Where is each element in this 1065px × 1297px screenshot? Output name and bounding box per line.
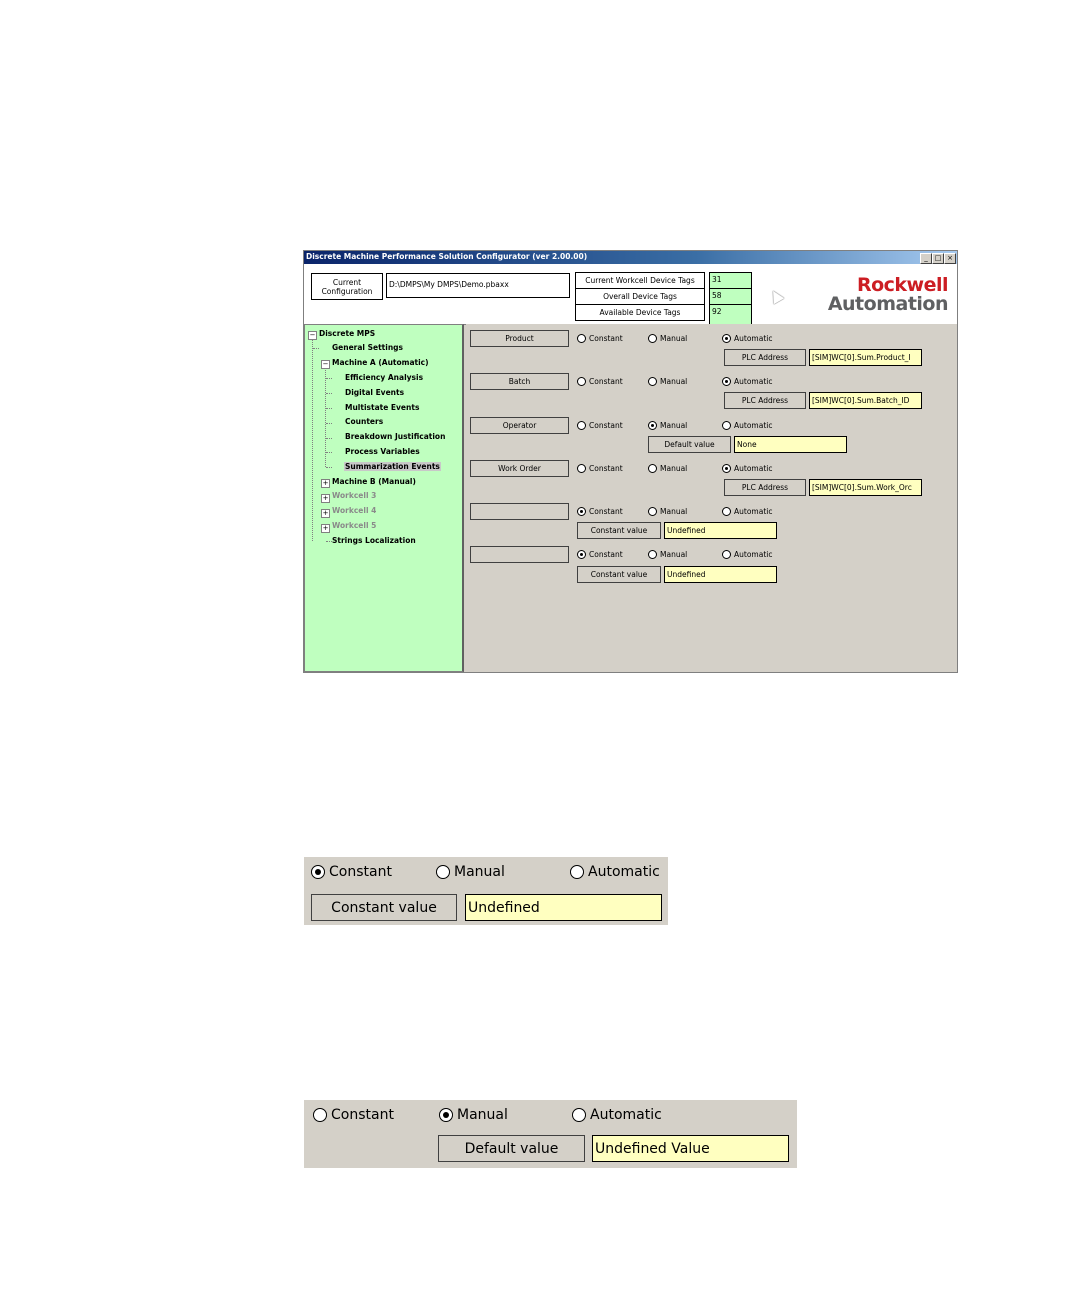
radio-circle-icon: [722, 507, 731, 516]
tree-item-efficiency-analysis[interactable]: Efficiency Analysis: [345, 373, 424, 382]
tree-item-digital-events[interactable]: Digital Events: [345, 388, 405, 397]
radio-constant[interactable]: [311, 864, 392, 880]
zoom-panel-constant: [304, 857, 668, 925]
radio-automatic[interactable]: [722, 550, 772, 559]
radio-constant[interactable]: [577, 507, 623, 516]
plc-address-button[interactable]: PLC Address: [724, 479, 806, 496]
available-device-tags-value: 92: [709, 304, 752, 325]
field-button-operator[interactable]: Operator: [470, 417, 569, 434]
current-workcell-tags-label: Current Workcell Device Tags: [575, 272, 705, 289]
overall-device-tags-value: 58: [709, 288, 752, 309]
navigation-tree: [304, 324, 464, 672]
constant-value-button[interactable]: Constant value: [311, 894, 457, 921]
plc-address-input[interactable]: [SIM]WC[0].Sum.Product_I: [809, 349, 922, 366]
tree-item-breakdown-justification[interactable]: Breakdown Justification: [345, 432, 446, 441]
zoom-panel-manual: [304, 1100, 797, 1168]
radio-label: Manual: [660, 334, 688, 343]
radio-automatic[interactable]: [722, 464, 772, 473]
expand-icon[interactable]: +: [322, 509, 329, 517]
radio-label: Automatic: [734, 421, 773, 430]
tree-item-machine-a[interactable]: Machine A (Automatic): [332, 358, 429, 367]
tree-item-discrete-mps[interactable]: Discrete MPS: [319, 329, 376, 338]
radio-circle-icon: [570, 865, 584, 879]
radio-circle-icon: [572, 1108, 586, 1122]
automation-logo-bottom: Automation: [827, 293, 948, 315]
tree-connector: [326, 408, 332, 409]
plc-address-button[interactable]: PLC Address: [724, 392, 806, 409]
radio-label: Constant: [589, 550, 623, 559]
field-button-batch[interactable]: Batch: [470, 373, 569, 390]
radio-label: Manual: [660, 377, 688, 386]
radio-circle-icon: [577, 421, 586, 430]
close-button[interactable]: ×: [944, 253, 956, 264]
radio-circle-icon: [313, 1108, 327, 1122]
radio-label: Manual: [660, 421, 688, 430]
radio-manual[interactable]: [648, 377, 687, 386]
tree-connector: [326, 467, 332, 468]
field-button-product[interactable]: Product: [470, 330, 569, 347]
radio-label: Manual: [660, 550, 688, 559]
radio-selected-icon: [577, 550, 586, 559]
radio-label: Manual: [457, 1107, 508, 1123]
radio-manual[interactable]: [648, 421, 687, 430]
collapse-icon[interactable]: −: [309, 331, 316, 339]
radio-label: Constant: [589, 464, 623, 473]
radio-label: Automatic: [734, 334, 773, 343]
window-title: Discrete Machine Performance Solution Configurator (ver 2.00.00): [306, 252, 588, 261]
radio-automatic[interactable]: [572, 1107, 662, 1123]
radio-manual[interactable]: [648, 550, 687, 559]
radio-label: Manual: [660, 464, 688, 473]
plc-address-input[interactable]: [SIM]WC[0].Sum.Work_Orc: [809, 479, 922, 496]
default-value-input[interactable]: Undefined Value: [592, 1135, 789, 1162]
radio-label: Manual: [660, 507, 688, 516]
header-area: [304, 264, 957, 325]
tree-connector: [313, 348, 319, 349]
radio-circle-icon: [577, 377, 586, 386]
tree-item-process-variables[interactable]: Process Variables: [345, 447, 420, 456]
tree-connector: [312, 337, 313, 541]
plc-address-button[interactable]: PLC Address: [724, 349, 806, 366]
radio-label: Automatic: [588, 864, 660, 880]
tree-item-multistate-events[interactable]: Multistate Events: [345, 403, 420, 412]
radio-manual[interactable]: [436, 864, 505, 880]
tree-connector: [326, 423, 332, 424]
collapse-icon[interactable]: −: [322, 360, 329, 368]
radio-automatic[interactable]: [570, 864, 660, 880]
plc-address-input[interactable]: [SIM]WC[0].Sum.Batch_ID: [809, 392, 922, 409]
radio-selected-icon: [722, 334, 731, 343]
radio-label: Constant: [329, 864, 392, 880]
maximize-button[interactable]: □: [932, 253, 944, 264]
radio-circle-icon: [722, 421, 731, 430]
field-button-work-order[interactable]: Work Order: [470, 460, 569, 477]
overall-device-tags-label: Overall Device Tags: [575, 288, 705, 305]
radio-label: Constant: [589, 507, 623, 516]
radio-selected-icon: [577, 507, 586, 516]
radio-selected-icon: [648, 421, 657, 430]
title-bar[interactable]: [304, 251, 957, 264]
rockwell-logo-top: Rockwell: [856, 274, 948, 296]
radio-manual[interactable]: [648, 507, 687, 516]
default-value-button[interactable]: Default value: [648, 436, 731, 453]
expand-icon[interactable]: +: [322, 494, 329, 502]
radio-label: Constant: [589, 334, 623, 343]
tree-connector: [326, 393, 332, 394]
radio-automatic[interactable]: [722, 377, 772, 386]
tree-item-workcell-3[interactable]: Workcell 3: [332, 491, 377, 500]
radio-circle-icon: [648, 377, 657, 386]
radio-label: Constant: [589, 377, 623, 386]
radio-selected-icon: [439, 1108, 453, 1122]
tree-item-counters[interactable]: Counters: [345, 417, 384, 426]
radio-circle-icon: [577, 334, 586, 343]
radio-constant[interactable]: [577, 550, 623, 559]
radio-label: Automatic: [590, 1107, 662, 1123]
available-device-tags-label: Available Device Tags: [575, 304, 705, 321]
radio-circle-icon: [648, 507, 657, 516]
radio-circle-icon: [648, 334, 657, 343]
radio-circle-icon: [577, 464, 586, 473]
radio-automatic[interactable]: [722, 507, 772, 516]
constant-value-input[interactable]: Undefined: [664, 566, 777, 583]
radio-label: Automatic: [734, 377, 773, 386]
radio-circle-icon: [648, 550, 657, 559]
radio-manual[interactable]: [648, 464, 687, 473]
config-path-field[interactable]: D:\DMPS\My DMPS\Demo.pbaxx: [386, 273, 570, 298]
radio-selected-icon: [722, 377, 731, 386]
tree-connector: [326, 452, 332, 453]
radio-constant[interactable]: [577, 464, 623, 473]
constant-value-input[interactable]: Undefined: [465, 894, 662, 921]
default-value-button[interactable]: Default value: [438, 1135, 585, 1162]
constant-value-button[interactable]: Constant value: [577, 522, 661, 539]
radio-automatic[interactable]: [722, 334, 772, 343]
tree-item-strings-localization[interactable]: Strings Localization: [332, 536, 416, 545]
radio-constant[interactable]: [577, 421, 623, 430]
radio-circle-icon: [648, 464, 657, 473]
tree-item-workcell-4[interactable]: Workcell 4: [332, 506, 377, 515]
current-workcell-tags-value: 31: [709, 272, 752, 293]
radio-circle-icon: [436, 865, 450, 879]
radio-label: Automatic: [734, 464, 773, 473]
radio-selected-icon: [722, 464, 731, 473]
tree-item-summarization-events[interactable]: Summarization Events: [345, 462, 440, 471]
radio-constant[interactable]: [577, 377, 623, 386]
radio-label: Automatic: [734, 507, 773, 516]
tree-connector: [326, 378, 332, 379]
radio-constant[interactable]: [577, 334, 623, 343]
radio-constant[interactable]: [313, 1107, 394, 1123]
expand-icon[interactable]: +: [322, 479, 329, 487]
field-button-empty[interactable]: [470, 546, 569, 563]
constant-value-input[interactable]: Undefined: [664, 522, 777, 539]
constant-value-button[interactable]: Constant value: [577, 566, 661, 583]
radio-label: Constant: [331, 1107, 394, 1123]
summarization-settings-panel: [466, 324, 957, 672]
configurator-window: [303, 250, 958, 673]
radio-label: Automatic: [734, 550, 773, 559]
radio-circle-icon: [722, 550, 731, 559]
radio-manual[interactable]: [439, 1107, 508, 1123]
radio-manual[interactable]: [648, 334, 687, 343]
radio-label: Constant: [589, 421, 623, 430]
field-button-empty[interactable]: [470, 503, 569, 520]
tree-item-machine-b[interactable]: Machine B (Manual): [332, 477, 416, 486]
radio-selected-icon: [311, 865, 325, 879]
default-value-input[interactable]: None: [734, 436, 847, 453]
tree-item-workcell-5[interactable]: Workcell 5: [332, 521, 377, 530]
radio-automatic[interactable]: [722, 421, 772, 430]
tree-item-general-settings[interactable]: General Settings: [332, 343, 404, 352]
radio-label: Manual: [454, 864, 505, 880]
minimize-button[interactable]: _: [920, 253, 932, 264]
expand-icon[interactable]: +: [322, 524, 329, 532]
current-configuration-label: Current Configuration: [311, 273, 383, 300]
tree-connector: [326, 438, 332, 439]
